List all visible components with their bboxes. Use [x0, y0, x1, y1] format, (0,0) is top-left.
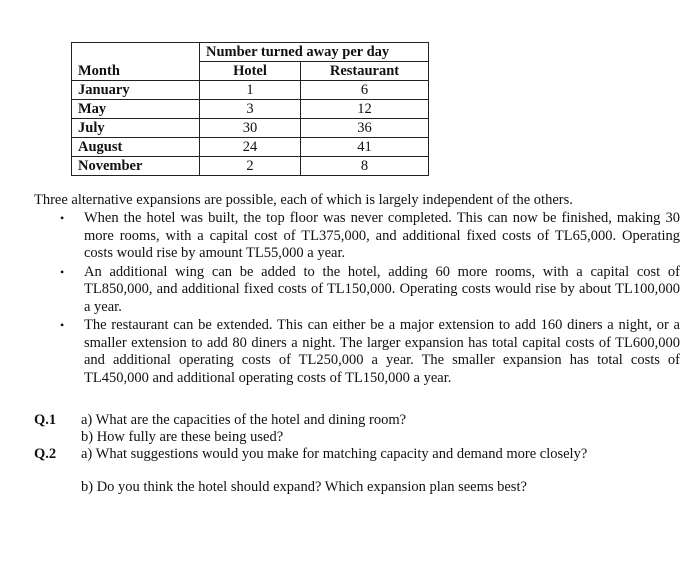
table-cell-hotel: 3: [200, 100, 301, 119]
table-row: [72, 119, 429, 138]
demand-table: [71, 42, 429, 176]
table-cell-month: July: [72, 119, 200, 138]
table-cell-restaurant: 41: [301, 138, 429, 157]
question-label: Q.1: [34, 412, 57, 428]
table-cell-month: August: [72, 138, 200, 157]
question-row: [34, 412, 671, 429]
question-label-blank: [34, 479, 81, 496]
table-header-row-2: [72, 62, 429, 81]
question-row: [34, 429, 671, 446]
question-text: b) How fully are these being used?: [81, 429, 284, 445]
option-text: The restaurant can be extended. This can either be a major extension to add 160 diners a night, or a smaller extension to add 80 diners a night. The larger expansion has total capital costs of TL600,000 and additional operating costs of TL250,000 a year. The smaller expansion has total costs of TL450,000 and additional operating costs of TL150,000 a year.: [84, 317, 680, 386]
table-col-restaurant: Restaurant: [301, 62, 429, 81]
bullet-icon: •: [60, 318, 65, 332]
table-col-month: Month: [72, 62, 200, 81]
question-row: [34, 479, 671, 496]
table-row: [72, 157, 429, 176]
table-cell-month: November: [72, 157, 200, 176]
question-label-blank: [34, 429, 81, 446]
table-cell-hotel: 24: [200, 138, 301, 157]
expansion-options-list: [60, 210, 680, 388]
table-cell-restaurant: 8: [301, 157, 429, 176]
option-text: When the hotel was built, the top floor was never completed. This can now be finished, making 30 more rooms, with a capital cost of TL375,000, and additional fixed costs of TL65,000. Operating costs would rise by amount TL55,000 a year.: [84, 210, 680, 261]
question-text: a) What suggestions would you make for matching capacity and demand more closely?: [81, 446, 588, 462]
table-cell-month: January: [72, 81, 200, 100]
option-text: An additional wing can be added to the hotel, adding 60 more rooms, with a capital cost of TL850,000, and additional fixed costs of TL150,000. Operating costs would rise by about TL100,000 a year.: [84, 263, 680, 315]
spacer: [34, 463, 671, 479]
table-header-row-1: [72, 43, 429, 62]
bullet-icon: •: [60, 211, 65, 225]
table-row: [72, 100, 429, 119]
table-cell-hotel: 1: [200, 81, 301, 100]
question-row: [34, 446, 671, 463]
table-cell-restaurant: 12: [301, 100, 429, 119]
question-label: Q.2: [34, 446, 57, 462]
table-group-header: Number turned away per day: [200, 43, 429, 62]
list-item: [60, 264, 680, 317]
list-item: [60, 317, 680, 387]
question-text: b) Do you think the hotel should expand? Which expansion plan seems best?: [81, 479, 527, 495]
table-cell-month: May: [72, 100, 200, 119]
table-col-hotel: Hotel: [200, 62, 301, 81]
intro-paragraph: Three alternative expansions are possible, each of which is largely independent of the others.: [34, 192, 573, 208]
table-cell-hotel: 30: [200, 119, 301, 138]
list-item: [60, 210, 680, 263]
table-row: [72, 138, 429, 157]
table-header-blank-cell: [72, 43, 200, 62]
questions-section: [34, 412, 671, 496]
table-row: [72, 81, 429, 100]
table-cell-restaurant: 36: [301, 119, 429, 138]
bullet-icon: •: [60, 264, 65, 279]
table-cell-hotel: 2: [200, 157, 301, 176]
table-cell-restaurant: 6: [301, 81, 429, 100]
question-text: a) What are the capacities of the hotel and dining room?: [81, 412, 407, 428]
